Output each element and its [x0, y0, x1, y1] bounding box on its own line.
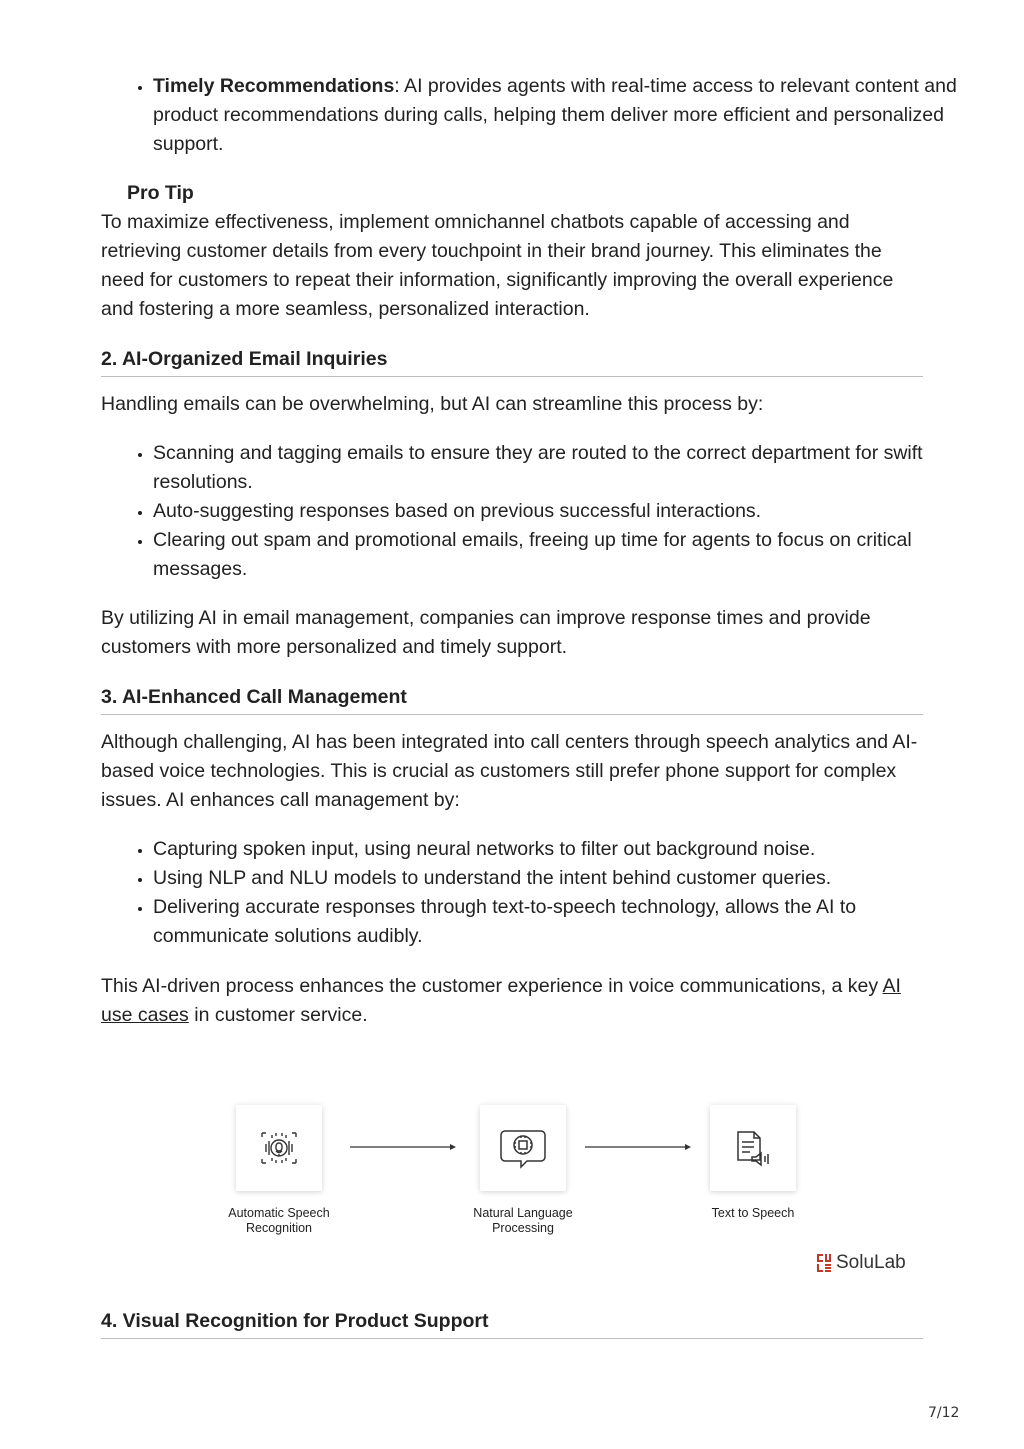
label-line: Text to Speech — [711, 1206, 795, 1220]
solulab-brand — [817, 1252, 906, 1274]
speech-recognition-icon — [236, 1105, 322, 1191]
label-line: Recognition — [245, 1221, 312, 1235]
pro-tip-text: To maximize effectiveness, implement omnichannel chatbots capable of accessing and retrieving customer details from every touchpoint in their brand journey. This eliminates the need for customers to repeat their information, significantly improving the overall experience and fostering a more seamless, personalized interaction. — [101, 211, 894, 320]
list-item-text: : AI provides agents with real-time access to relevant content and product recommendations during calls, helping them deliver more efficient and personalized support. — [153, 75, 957, 155]
list-item-bold: Timely Recommendations — [153, 75, 395, 97]
nlp-label — [443, 1206, 603, 1236]
list-item — [153, 72, 975, 159]
nlp-node — [480, 1105, 566, 1191]
solulab-logo-icon — [817, 1254, 831, 1272]
ai-use-cases-link[interactable]: AI use cases — [101, 975, 901, 1026]
label-line: Natural Language — [473, 1206, 573, 1220]
section2-outro: By utilizing AI in email management, companies can improve response times and provide customers with more personalized and timely support. — [101, 607, 871, 658]
outro-text: This AI-driven process enhances the customer experience in voice communications, a key — [101, 975, 883, 997]
list-item: • Using NLP and NLU models to understand the intent behind customer queries. — [153, 864, 923, 893]
section3-intro: Although challenging, AI has been integrated into call centers through speech analytics and AI-based voice technologies. This is crucial as customers still prefer phone support for complex issues. AI enhances call management by: — [101, 731, 918, 811]
section-heading-email: 2. AI-Organized Email Inquiries — [101, 346, 923, 377]
asr-label — [199, 1206, 359, 1236]
tts-label — [673, 1206, 833, 1221]
section2-list — [101, 439, 923, 584]
tts-node — [710, 1105, 796, 1191]
list-item: • Capturing spoken input, using neural networks to filter out background noise. — [153, 835, 923, 864]
list-item: • Clearing out spam and promotional emails, freeing up time for agents to focus on critical messages. — [153, 526, 923, 584]
section-heading-visual: 4. Visual Recognition for Product Support — [101, 1308, 923, 1339]
page-number: 7/12 — [928, 1405, 960, 1421]
label-line: Automatic Speech — [228, 1206, 330, 1220]
section3-list — [101, 835, 923, 951]
section2-intro: Handling emails can be overwhelming, but AI can streamline this process by: — [101, 393, 764, 415]
asr-node — [236, 1105, 322, 1191]
list-item: • Auto-suggesting responses based on previous successful interactions. — [153, 497, 923, 526]
document-speaker-icon — [710, 1105, 796, 1191]
section-heading-call: 3. AI-Enhanced Call Management — [101, 684, 923, 715]
chat-chip-icon — [480, 1105, 566, 1191]
outro-text-end: in customer service. — [188, 1004, 368, 1026]
label-line: Processing — [492, 1221, 554, 1235]
pro-tip-title: Pro Tip — [127, 182, 194, 204]
list-item: • Delivering accurate responses through text-to-speech technology, allows the AI to communicate solutions audibly. — [153, 893, 923, 951]
section3-outro — [101, 972, 923, 1030]
recommendations-list — [101, 72, 975, 159]
arrow-2 — [585, 1146, 693, 1148]
arrow-1 — [350, 1146, 458, 1148]
list-item: • Scanning and tagging emails to ensure they are routed to the correct department for swift resolutions. — [153, 439, 923, 497]
brand-name: SoluLab — [836, 1252, 906, 1273]
